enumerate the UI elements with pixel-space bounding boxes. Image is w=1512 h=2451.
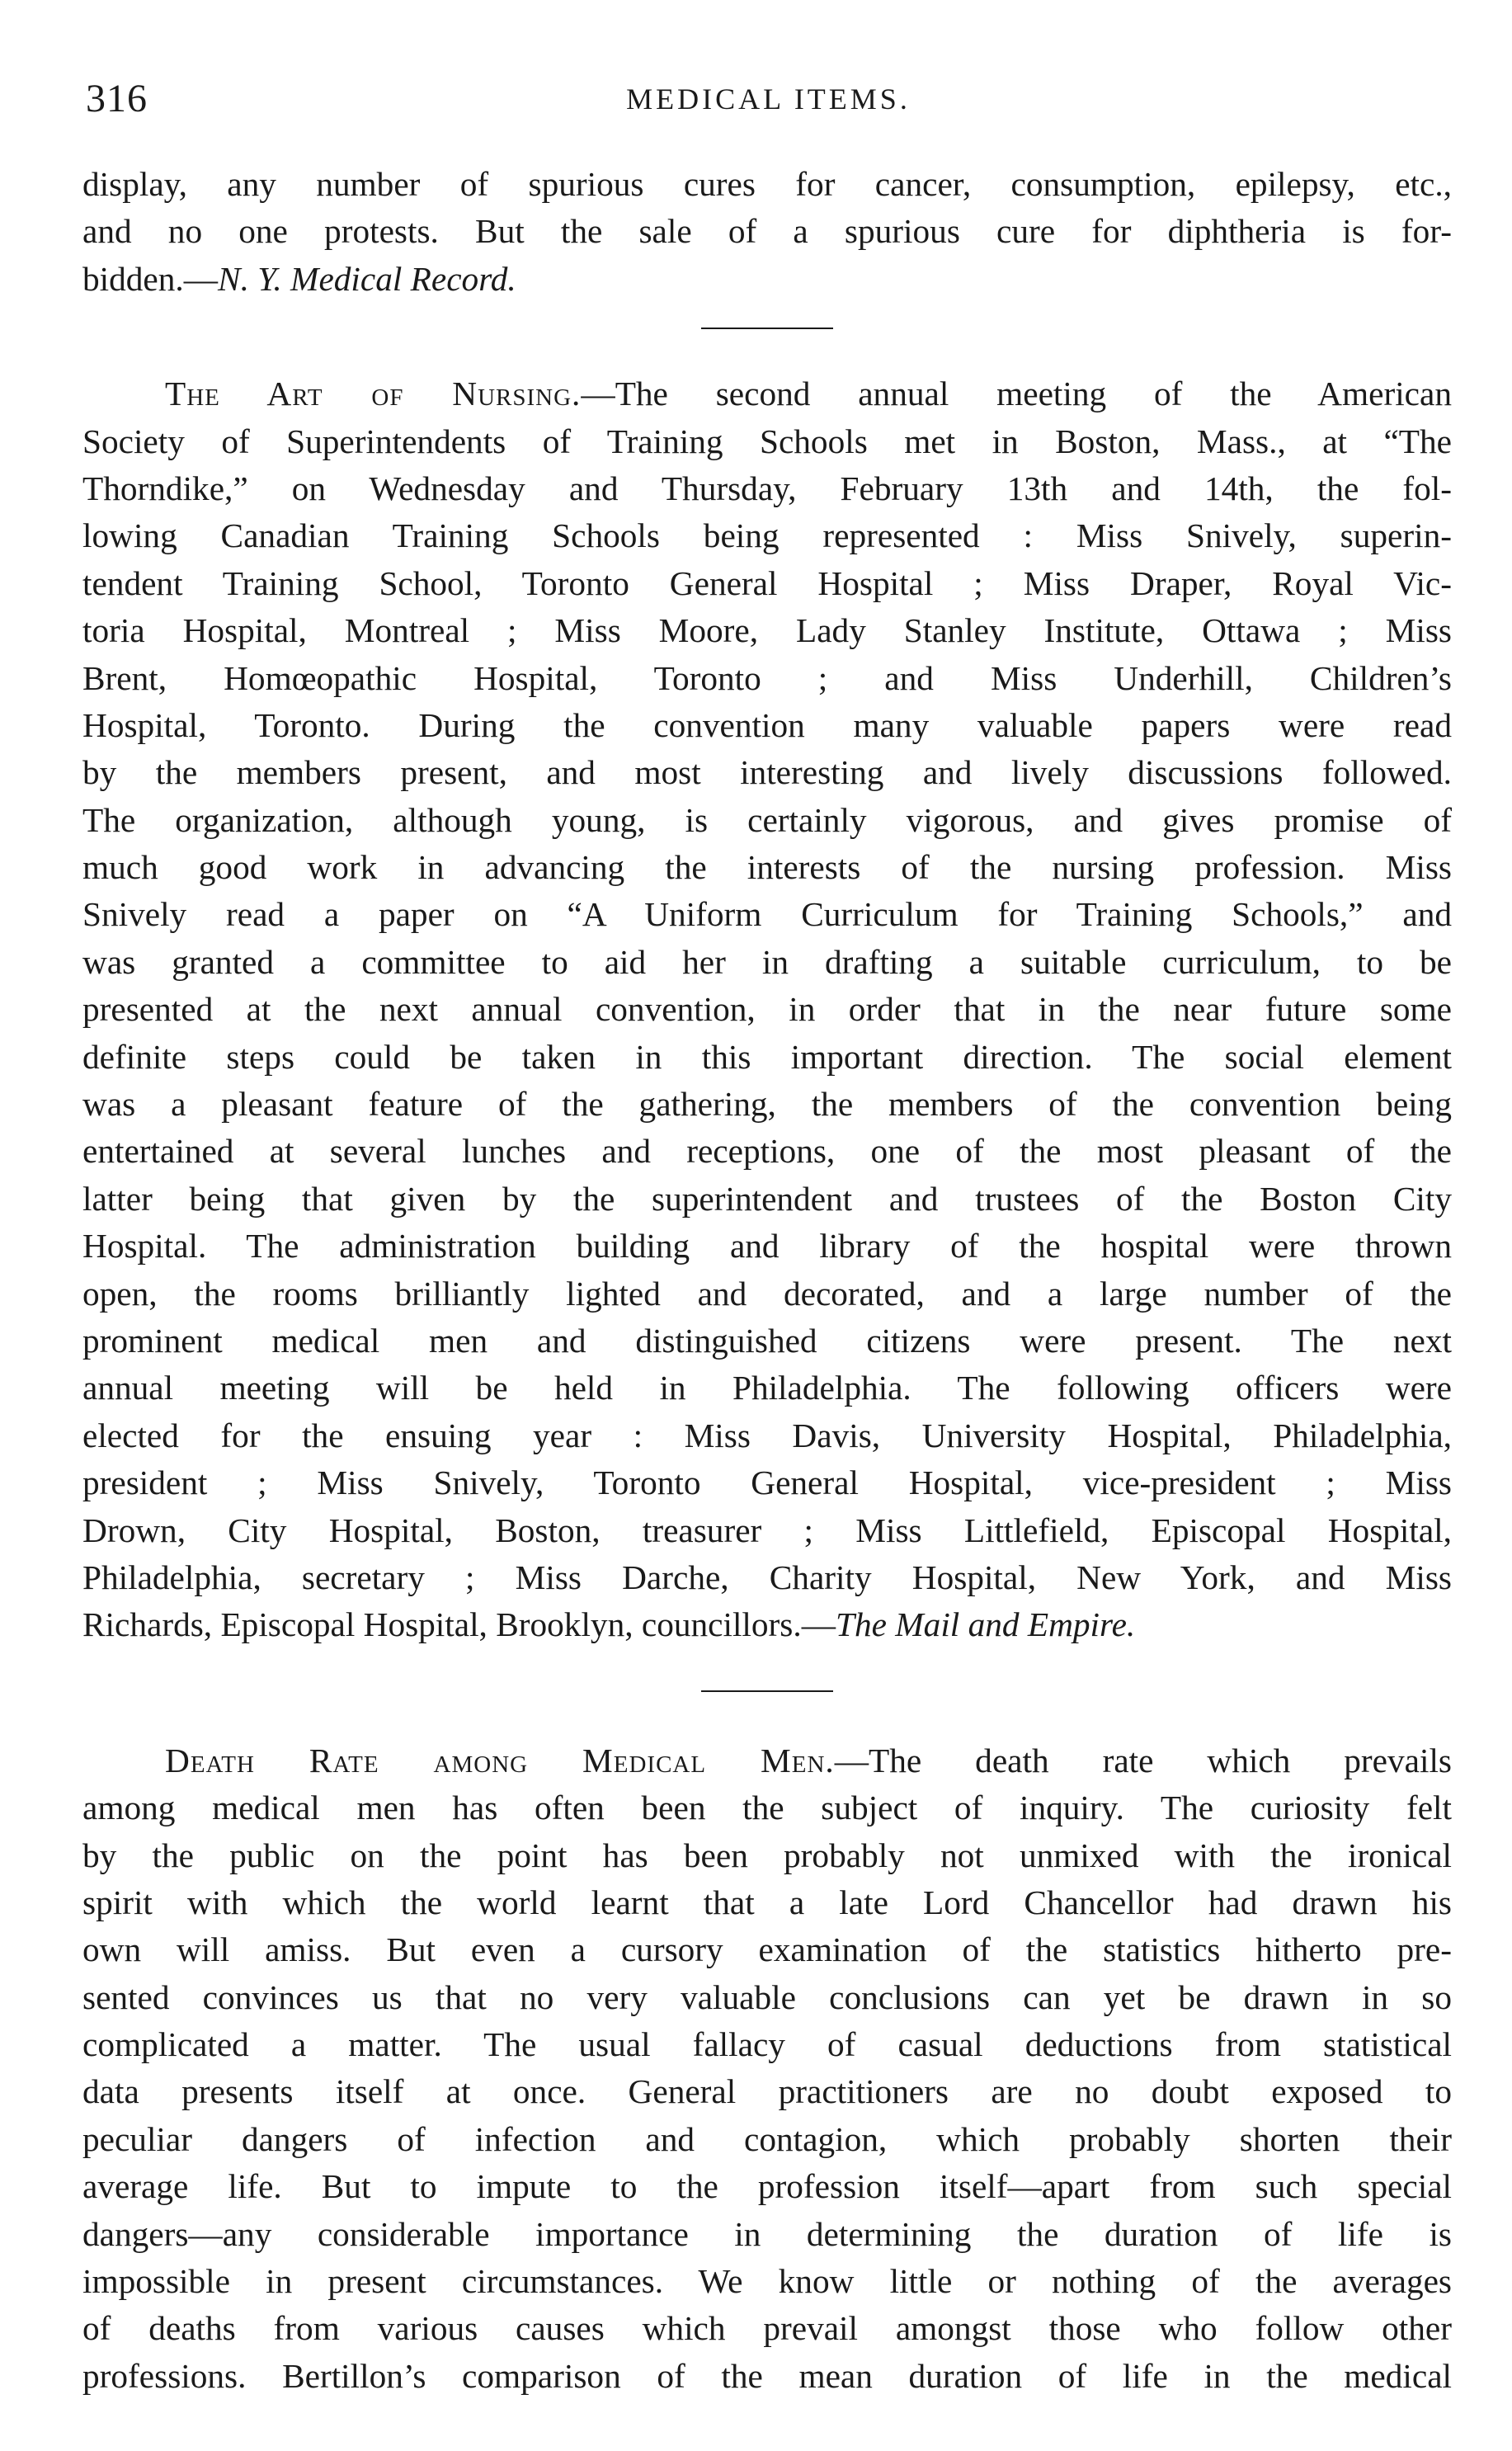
section-divider <box>701 1690 833 1692</box>
text-fragment: Richards, Episcopal Hospital, Brooklyn, councillors.— <box>82 1605 836 1644</box>
text-line: annual meeting will be held in Philadelphia. The following officers were <box>82 1369 1452 1407</box>
text-line: toria Hospital, Montreal ; Miss Moore, Lady Stanley Institute, Ottawa ; Miss <box>82 611 1452 650</box>
text-line: elected for the ensuing year : Miss Davis, University Hospital, Philadelphia, <box>82 1416 1452 1454</box>
text-line: of deaths from various causes which prevail amongst those who follow other <box>82 2309 1452 2348</box>
body-text <box>82 161 1452 2400</box>
text-line: Snively read a paper on “A Uniform Curriculum for Training Schools,” and <box>82 895 1452 934</box>
text-line: own will amiss. But even a cursory examination of the statistics hitherto pre- <box>82 1930 1452 1969</box>
text-line: open, the rooms brilliantly lighted and decorated, and a large number of the <box>82 1274 1452 1313</box>
page-number: 316 <box>86 77 148 120</box>
text-line: The organization, although young, is certainly vigorous, and gives promise of <box>82 800 1452 839</box>
text-line: impossible in present circumstances. We know little or nothing of the averages <box>82 2262 1452 2301</box>
text-line: Drown, City Hospital, Boston, treasurer ; Miss Littlefield, Episcopal Hospital, <box>82 1511 1452 1549</box>
article-title: Death Rate among Medical Men. <box>165 1741 835 1779</box>
text-line: display, any number of spurious cures for cancer, consumption, epilepsy, etc., <box>82 165 1452 203</box>
text-line: spirit with which the world learnt that a late Lord Chancellor had drawn his <box>82 1883 1452 1921</box>
running-head: MEDICAL ITEMS. <box>626 82 911 115</box>
text-line: much good work in advancing the interests of the nursing profession. Miss <box>82 848 1452 887</box>
text-fragment: —The death rate which prevails <box>834 1741 1453 1779</box>
text-line: Brent, Homœopathic Hospital, Toronto ; and Miss Underhill, Children’s <box>82 658 1452 697</box>
intro-paragraph <box>82 161 1452 303</box>
text-line: Thorndike,” on Wednesday and Thursday, February 13th and 14th, the fol- <box>82 469 1452 507</box>
text-line: by the members present, and most interesting and lively discussions followed. <box>82 753 1452 792</box>
text-line: and no one protests. But the sale of a spurious cure for diphtheria is for- <box>82 212 1452 251</box>
section-divider <box>701 328 833 329</box>
source-citation: N. Y. Medical Record. <box>218 259 516 298</box>
page-header <box>86 76 1451 125</box>
text-line: Hospital, Toronto. During the convention many valuable papers were read <box>82 705 1452 744</box>
death-rate-article <box>82 1737 1452 2400</box>
text-line: among medical men has often been the subject of inquiry. The curiosity felt <box>82 1789 1452 1827</box>
article-title: The Art of Nursing. <box>165 375 582 413</box>
text-fragment: —The second annual meeting of the American <box>581 375 1452 413</box>
text-line: dangers—any considerable importance in determining the duration of life is <box>82 2214 1452 2253</box>
text-line: was a pleasant feature of the gathering, the members of the convention being <box>82 1085 1452 1124</box>
text-fragment: bidden.— <box>82 259 219 298</box>
nursing-article <box>82 370 1452 1649</box>
text-line: complicated a matter. The usual fallacy of casual deductions from statistical <box>82 2025 1452 2064</box>
text-line: presented at the next annual convention, in order that in the near future some <box>82 990 1452 1029</box>
text-line: president ; Miss Snively, Toronto General Hospital, vice-president ; Miss <box>82 1464 1452 1502</box>
text-line: was granted a committee to aid her in drafting a suitable curriculum, to be <box>82 942 1452 981</box>
text-line <box>82 370 1452 417</box>
text-line: tendent Training School, Toronto General Hospital ; Miss Draper, Royal Vic- <box>82 563 1452 602</box>
text-line: Philadelphia, secretary ; Miss Darche, Charity Hospital, New York, and Miss <box>82 1558 1452 1596</box>
text-line: Hospital. The administration building and library of the hospital were thrown <box>82 1227 1452 1266</box>
text-line: average life. But to impute to the profession itself—apart from such special <box>82 2167 1452 2206</box>
text-line: definite steps could be taken in this important direction. The social element <box>82 1037 1452 1076</box>
text-line: professions. Bertillon’s comparison of the mean duration of life in the medical <box>82 2356 1452 2395</box>
text-line: lowing Canadian Training Schools being represented : Miss Snively, superin- <box>82 516 1452 555</box>
text-line: latter being that given by the superintendent and trustees of the Boston City <box>82 1179 1452 1218</box>
text-line <box>82 1601 1452 1648</box>
text-line: by the public on the point has been probably not unmixed with the ironical <box>82 1836 1452 1874</box>
text-line: data presents itself at once. General practitioners are no doubt exposed to <box>82 2072 1452 2111</box>
text-line: prominent medical men and distinguished citizens were present. The next <box>82 1321 1452 1360</box>
text-line <box>82 256 1452 303</box>
text-line <box>82 1737 1452 1784</box>
text-line: entertained at several lunches and receptions, one of the most pleasant of the <box>82 1132 1452 1171</box>
text-line: peculiar dangers of infection and contagion, which probably shorten their <box>82 2119 1452 2158</box>
text-line: Society of Superintendents of Training Schools met in Boston, Mass., at “The <box>82 422 1452 460</box>
source-citation: The Mail and Empire. <box>836 1605 1136 1644</box>
text-line: sented convinces us that no very valuable conclusions can yet be drawn in so <box>82 1977 1452 2016</box>
